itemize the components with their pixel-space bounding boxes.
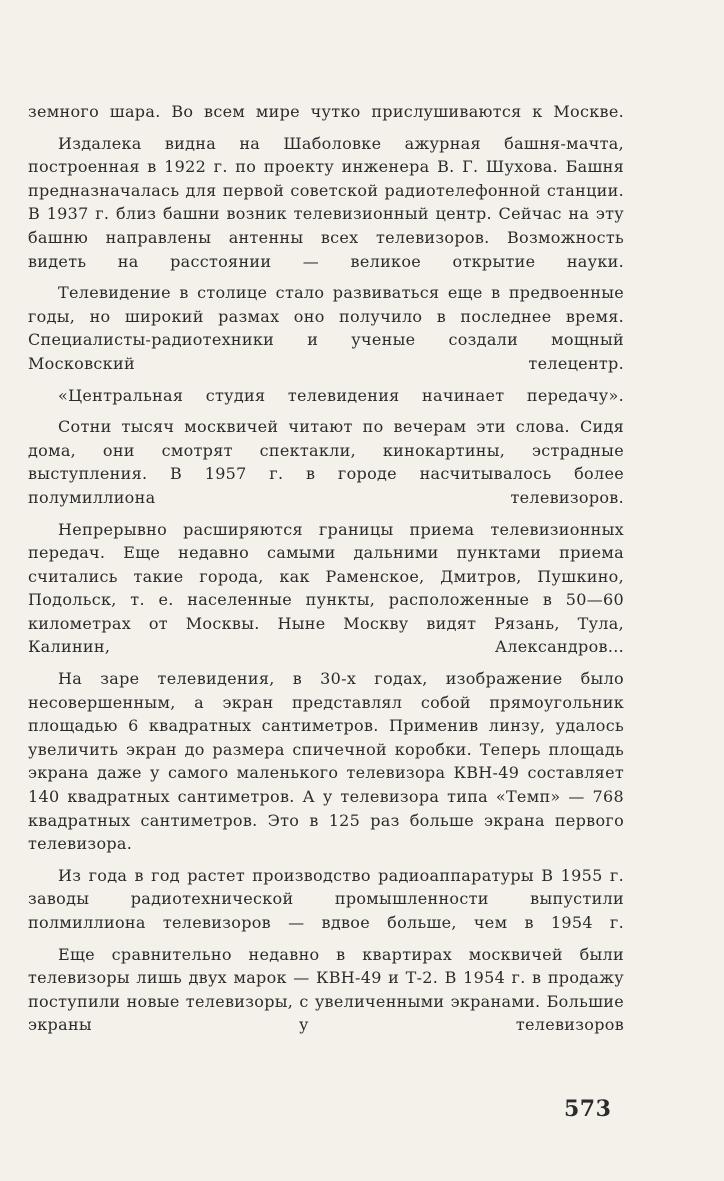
paragraph: Телевидение в столице стало развиваться еще в предвоенные годы, но широкий размах оно получило в последнее время. Специалисты-радиотехники и ученые создали мощный Московский телецентр. xyxy=(28,283,624,373)
paragraph: «Центральная студия телевидения начинает передачу». xyxy=(58,385,624,405)
page-number: 573 xyxy=(564,1096,612,1122)
paragraph: земного шара. Во всем мире чутко прислушиваются к Москве. xyxy=(28,102,624,121)
paragraph: Сотни тысяч москвичей читают по вечерам эти слова. Сидя дома, они смотрят спектакли, кинокартины, эстрадные выступления. В 1957 г. в городе насчитывалось более полумиллиона телевизоров. xyxy=(28,417,624,507)
paragraph: Издалека видна на Шаболовке ажурная башня-мачта, построенная в 1922 г. по проекту инженера В. Г. Шухова. Башня предназначалась для первой советской радиотелефонной станции. В 1937 г. близ башни возник телевизионный центр. Сейчас на эту башню направлены антенны всех телевизоров. Возможность видеть на расстоянии — великое открытие науки. xyxy=(28,133,624,271)
paragraph: Из года в год растет производство радиоаппаратуры В 1955 г. заводы радиотехнической промышленности выпустили полмиллиона телевизоров — вдвое больше, чем в 1954 г. xyxy=(28,865,624,932)
body-text xyxy=(28,100,624,1037)
paragraph: Непрерывно расширяются границы приема телевизионных передач. Еще недавно самыми дальними пунктами приема считались такие города, как Раменское, Дмитров, Пушкино, Подольск, т. е. населенные пункты, расположенные в 50—60 километрах от Москвы. Ныне Москву видят Рязань, Тула, Калинин, Александров... xyxy=(28,519,624,657)
paragraph: На заре телевидения, в 30-х годах, изображение было несовершенным, а экран представлял собой прямоугольник площадью 6 квадратных сантиметров. Применив линзу, удалось увеличить экран до размера спичечной коробки. Теперь площадь экрана даже у самого маленького телевизора КВН-49 составляет 140 квадратных сантиметров. А у телевизора типа «Темп» — 768 квадратных сантиметров. Это в 125 раз больше экрана первого телевизора. xyxy=(28,669,624,854)
paragraph: Еще сравнительно недавно в квартирах москвичей были телевизоры лишь двух марок — КВН-49 и Т-2. В 1954 г. в продажу поступили новые телевизоры, с увеличенными экранами. Большие экраны у телевизоров xyxy=(28,944,624,1035)
